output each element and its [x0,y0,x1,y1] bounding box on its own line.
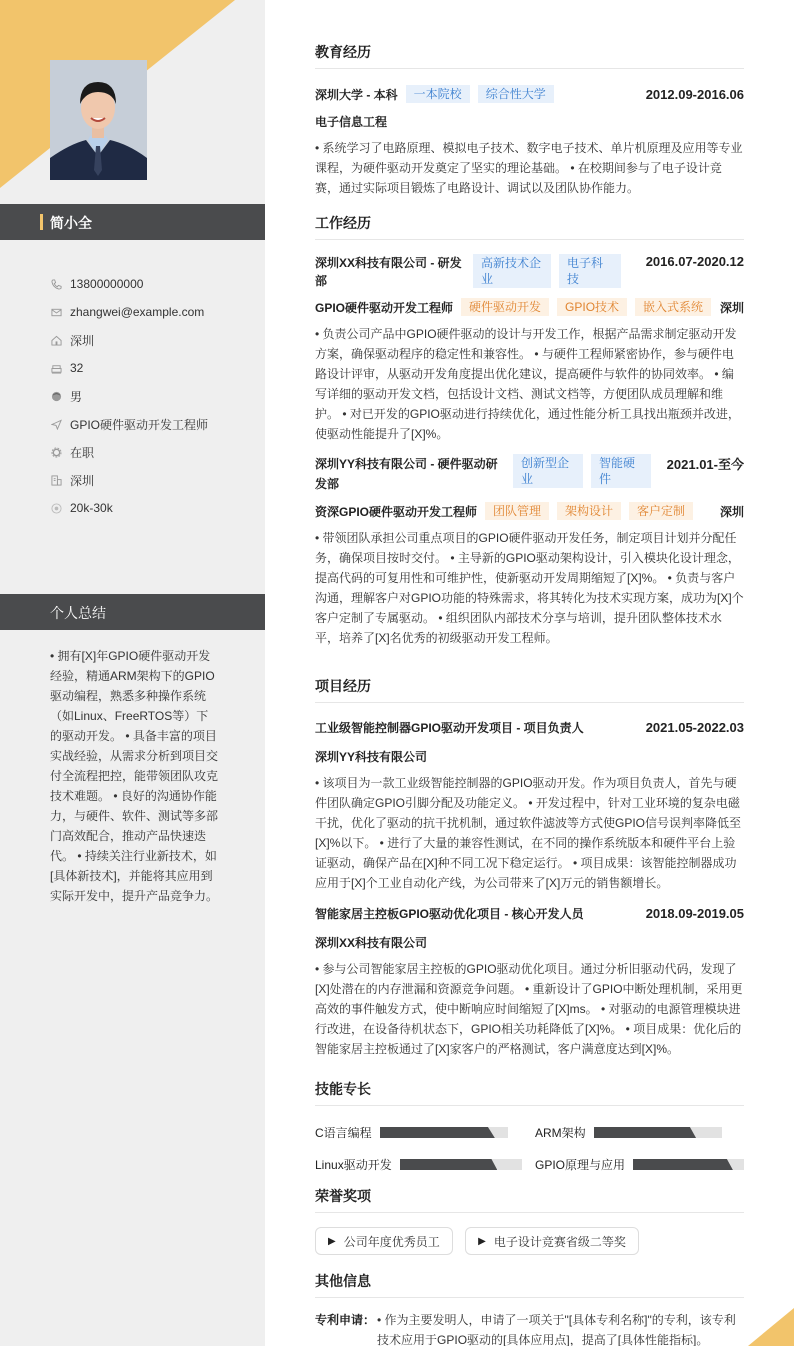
project-header [315,905,744,922]
skills-title: 技能专长 [315,1079,744,1106]
info-age [50,354,208,382]
school-name: 深圳大学 - 本科 [315,87,398,102]
info-status [50,438,208,466]
phone-number: 13800000000 [70,277,144,291]
info-phone [50,270,208,298]
project-header [315,719,744,736]
project-desc: • 该项目为一款工业级智能控制器的GPIO驱动开发。作为项目负责人，首先与硬件团队确定GPIO引脚分配及功能定义。 • 开发过程中，针对工业环境的复杂电磁干扰，优化了驱动的抗干扰机制，通过软件滤波等方式使GPIO信号误判率降低至[X]%以下。 • 进行了大量的兼容性测试，在不同的操作系统版本和硬件平台上验证驱动，确保产品在[X]种不同工况下稳定运行。 • 项目成果：该智能控制器成功应用于[X]个工业自动化产线，为公司带来了[X]万元的销售额增长。 [315,776,742,890]
skill-item [535,1156,744,1173]
awards-list [315,1227,744,1255]
work-position-row [315,502,744,520]
other-section [315,1271,744,1346]
company-tag: 创新型企业 [513,454,583,488]
work-city: 深圳 [719,300,744,315]
phone-icon [50,278,62,290]
building-icon [50,474,62,486]
job-target-value: GPIO硬件驱动开发工程师 [70,417,209,432]
info-gender [50,382,208,410]
decorative-corner-bottom-right [748,1308,794,1346]
education-date: 2012.09-2016.06 [645,86,744,102]
work-entry [315,454,744,648]
work-city-value: 深圳 [70,473,95,488]
info-salary [50,494,208,522]
work-desc: • 带领团队承担公司重点项目的GPIO硬件驱动开发任务，制定项目计划并分配任务，确保项目按时交付。 • 主导新的GPIO驱动架构设计，引入模块化设计理念，提高代码的可复用性和可维护性，使新驱动开发周期缩短了[X]%。 • 负责与客户沟通，理解客户对GPIO功能的特殊需求，将其转化为技术实现方案，成功为[X]个客户定制了专属驱动。 • 组织团队内部技术分享与培训，提升团队整体技术水平，培养了[X]名优秀的初级驱动开发工程师。 [315,531,744,645]
status-icon [50,446,62,458]
contact-info-list [50,270,208,522]
education-title: 教育经历 [315,42,744,69]
skill-tag: 硬件驱动开发 [461,298,549,316]
work-entry [315,254,744,444]
company-name: 深圳XX科技有限公司 - 研发部 [315,256,462,288]
skills-grid [315,1106,744,1176]
gender-icon [50,390,62,402]
company-tag: 电子科技 [559,254,621,288]
work-title: 工作经历 [315,213,744,240]
position-title: 资深GPIO硬件驱动开发工程师 [315,504,478,519]
project-name: 工业级智能控制器GPIO驱动开发项目 - 项目负责人 [315,721,584,735]
gender-value: 男 [70,389,83,404]
work-date: 2021.01-至今 [666,457,744,472]
work-position-row [315,298,744,316]
school-tag: 一本院校 [406,85,470,103]
skill-tag: 嵌入式系统 [635,298,711,316]
education-section [315,42,744,198]
summary-title: 个人总结 [50,605,106,621]
work-city: 深圳 [719,504,744,519]
work-section [315,213,744,648]
award-label: 电子设计竞赛省级二等奖 [493,1234,626,1249]
summary-banner [0,594,265,630]
projects-section [315,676,744,1059]
award-item [465,1227,639,1255]
project-name: 智能家居主控板GPIO驱动优化项目 - 核心开发人员 [315,907,584,921]
name-banner [0,204,265,240]
patent-text: • 作为主要发明人，申请了一项关于"[具体专利名称]"的专利，该专利技术应用于GPIO驱动的[具体应用点]，提高了[具体性能指标]。 [377,1313,736,1346]
skill-tag: 架构设计 [557,502,621,520]
name-accent-marker [40,214,43,230]
patent-row [315,1310,744,1346]
education-desc: • 系统学习了电路原理、模拟电子技术、数字电子技术、单片机原理及应用等专业课程，为硬件驱动开发奠定了坚实的理论基础。 • 在校期间参与了电子设计竞赛，通过实际项目锻炼了电路设计、调试以及团队协作能力。 [315,141,743,195]
project-company: 深圳XX科技有限公司 [315,936,428,950]
company-tag: 高新技术企业 [473,254,551,288]
education-major: 电子信息工程 [315,115,388,129]
company-name: 深圳YY科技有限公司 - 硬件驱动研发部 [315,457,498,491]
sidebar [0,0,265,1346]
info-work-city [50,466,208,494]
work-date: 2016.07-2020.12 [645,254,744,269]
project-date: 2021.05-2022.03 [645,720,744,735]
candidate-name: 简小全 [50,215,92,231]
skill-level-bar [400,1159,522,1170]
project-entry [315,719,744,893]
mail-icon [50,306,62,318]
position-title: GPIO硬件驱动开发工程师 [315,300,454,315]
education-header [315,85,744,103]
project-entry [315,905,744,1059]
skill-item [535,1124,722,1141]
work-header [315,254,744,290]
status-value: 在职 [70,445,95,460]
skill-level-bar [594,1127,722,1138]
skill-level-bar [380,1127,508,1138]
skill-level-bar [633,1159,744,1170]
age-value: 32 [70,361,84,375]
work-header [315,454,744,494]
info-hometown [50,326,208,354]
skill-name: Linux驱动开发 [315,1158,392,1172]
salary-value: 20k-30k [70,501,113,515]
awards-title: 荣誉奖项 [315,1186,744,1213]
patent-label: 专利申请： [315,1313,376,1327]
skill-tag: 客户定制 [629,502,693,520]
project-date: 2018.09-2019.05 [645,906,744,921]
play-triangle-icon: ▶ [478,1235,486,1247]
project-company: 深圳YY科技有限公司 [315,750,428,764]
other-title: 其他信息 [315,1271,744,1298]
email-address: zhangwei@example.com [70,305,205,319]
work-desc: • 负责公司产品中GPIO硬件驱动的设计与开发工作，根据产品需求制定驱动开发方案，确保驱动程序的稳定性和兼容性。 • 与硬件工程师紧密协作，参与硬件电路设计评审，从驱动开发角度提出优化建议，提高硬件与软件的协同效率。 • 编写详细的驱动开发文档，包括设计文档、测试文档等，方便团队成员理解和维护。 • 对已开发的GPIO驱动进行持续优化，通过性能分析工具找出瓶颈并改进，使驱动性能提升了[X]%。 [315,327,740,441]
salary-icon [50,502,62,514]
play-triangle-icon: ▶ [328,1235,336,1247]
age-icon [50,362,62,374]
skills-section [315,1079,744,1176]
send-icon [50,418,62,430]
projects-title: 项目经历 [315,676,744,703]
company-tag: 智能硬件 [591,454,651,488]
award-item [315,1227,453,1255]
award-label: 公司年度优秀员工 [343,1234,440,1249]
hometown-value: 深圳 [70,333,95,348]
home-icon [50,334,62,346]
project-desc: • 参与公司智能家居主控板的GPIO驱动优化项目。通过分析旧驱动代码，发现了[X]处潜在的内存泄漏和资源竞争问题。 • 重新设计了GPIO中断处理机制，采用更高效的事件触发方式，使中断响应时间缩短了[X]ms。 • 对驱动的电源管理模块进行改进，在设备待机状态下，GPIO相关功耗降低了[X]%。 • 项目成果：优化后的智能家居主控板通过了[X]家客户的严格测试，客户满意度达到[X]%。 [315,962,743,1056]
school-tag: 综合性大学 [478,85,554,103]
skill-tag: GPIO技术 [557,298,627,316]
skill-name: GPIO原理与应用 [535,1158,626,1172]
info-job-target [50,410,208,438]
skill-name: ARM架构 [535,1126,586,1140]
skill-tag: 团队管理 [485,502,549,520]
skill-item [315,1156,522,1173]
summary-text: • 拥有[X]年GPIO硬件驱动开发经验，精通ARM架构下的GPIO驱动编程，熟悉多种操作系统（如Linux、FreeRTOS等）下的驱动开发。 • 具备丰富的项目实战经验，从需求分析到项目交付全流程把控，能带领团队攻克技术难题。 • 良好的沟通协作能力，与硬件、软件、测试等多部门高效配合，推动产品快速迭代。 • 持续关注行业新技术，如[具体新技术]，并能将其应用到实际开发中，提升产品竞争力。 [50,649,219,903]
awards-section [315,1186,744,1255]
info-email [50,298,208,326]
skill-item [315,1124,508,1141]
avatar-photo [50,60,147,180]
skill-name: C语言编程 [315,1126,372,1140]
